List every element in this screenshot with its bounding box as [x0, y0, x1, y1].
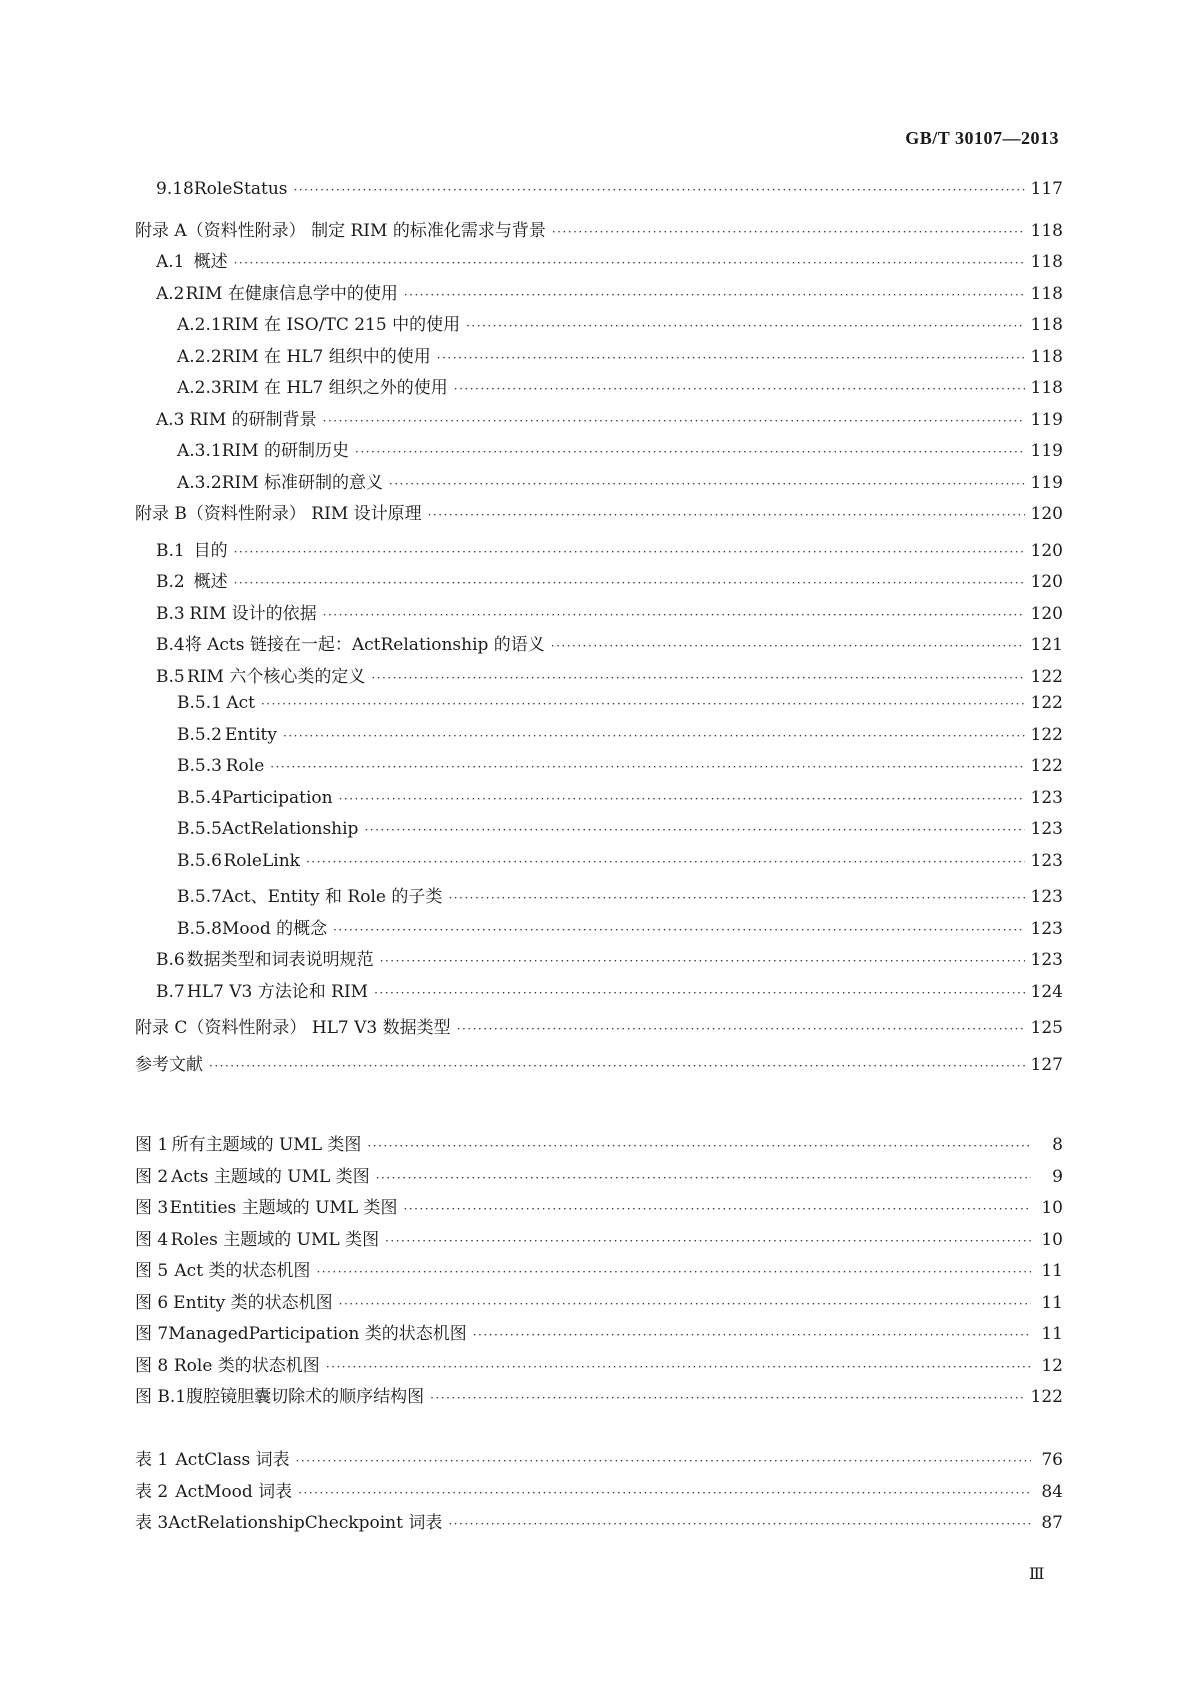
toc-entry-title: ManagedParticipation 类的状态机图 — [168, 1324, 467, 1344]
toc-entry-page: 8 — [1052, 1135, 1063, 1155]
toc-entry-number: 9.18 — [156, 179, 194, 199]
toc-entry-title: ActMood 词表 — [175, 1481, 293, 1502]
dot-leader — [306, 855, 1025, 869]
toc-entry[interactable] — [135, 279, 1063, 311]
dot-leader — [430, 1391, 1024, 1405]
dot-leader — [316, 1265, 1031, 1279]
toc-entry-title: Act、Entity 和 Role 的子类 — [221, 887, 443, 907]
dot-leader — [298, 1486, 1031, 1500]
toc-entry[interactable] — [135, 405, 1063, 437]
toc-entry[interactable] — [135, 216, 1063, 248]
toc-entry-number: B.1 — [156, 540, 185, 561]
toc-entry-number: A.3.1 — [177, 441, 222, 461]
toc-entry-page: 11 — [1041, 1292, 1063, 1313]
toc-entry[interactable] — [135, 756, 1063, 788]
toc-entry-number: A.3.2 — [177, 472, 222, 493]
toc-entry-page: 11 — [1041, 1324, 1063, 1344]
toc-entry-number: A.2.2 — [177, 346, 222, 367]
table-entry[interactable] — [135, 1508, 1063, 1540]
toc-entry-number: A.1 — [156, 252, 185, 272]
toc-entry-number: 图 B.1 — [135, 1387, 187, 1407]
toc-entry-page: 9 — [1052, 1166, 1063, 1187]
dot-leader — [339, 792, 1025, 806]
dot-leader — [552, 225, 1025, 239]
toc-entry-page: 118 — [1030, 346, 1063, 367]
table-entry[interactable] — [135, 1445, 1063, 1477]
toc-entry-page: 123 — [1030, 787, 1063, 808]
toc-entry-title: Participation — [221, 787, 333, 808]
toc-entry[interactable] — [135, 630, 1063, 662]
dot-leader — [380, 954, 1025, 968]
toc-entry-page: 124 — [1030, 981, 1063, 1002]
toc-entry-page: 121 — [1030, 635, 1063, 655]
dot-leader — [261, 697, 1025, 711]
toc-entry[interactable] — [135, 599, 1063, 631]
dot-leader — [437, 351, 1025, 365]
toc-entry-page: 122 — [1030, 666, 1063, 687]
toc-entry-title: Act 类的状态机图 — [174, 1261, 311, 1281]
toc-entry-number: B.5.7 — [177, 887, 222, 907]
toc-entry-page: 87 — [1041, 1513, 1063, 1533]
toc-entry-page: 120 — [1030, 540, 1063, 561]
toc-entry-title: Act — [226, 693, 255, 713]
toc-entry-title: ActRelationshipCheckpoint 词表 — [168, 1513, 443, 1533]
toc-entry[interactable] — [135, 342, 1063, 374]
toc-entry-page: 118 — [1030, 283, 1063, 304]
toc-entry-title: HL7 V3 方法论和 RIM — [186, 981, 369, 1002]
toc-entry-page: 122 — [1030, 1387, 1063, 1407]
toc-entry-page: 120 — [1030, 572, 1063, 592]
toc-entry[interactable] — [135, 977, 1063, 1014]
toc-entry-number: B.5.5 — [177, 819, 222, 839]
toc-entry-title: 目的 — [193, 540, 228, 561]
toc-entry-number: 图 8 — [135, 1355, 169, 1376]
toc-entry[interactable] — [135, 247, 1063, 279]
toc-entry-title: Acts 主题域的 UML 类图 — [171, 1166, 370, 1187]
toc-entry[interactable] — [135, 819, 1063, 851]
toc-entry-title: 参考文献 — [135, 1054, 203, 1075]
standard-number: GB/T 30107—2013 — [905, 128, 1059, 148]
dot-leader — [333, 923, 1024, 937]
dot-leader — [283, 729, 1025, 743]
figure-entry[interactable] — [135, 1162, 1063, 1194]
toc-entry[interactable] — [135, 499, 1063, 536]
toc-entry[interactable] — [135, 468, 1063, 500]
toc-entry-number: 表 3 — [135, 1513, 169, 1533]
toc-entry-title: 附录 B（资料性附录） RIM 设计原理 — [135, 504, 422, 524]
toc-entry-title: 概述 — [193, 572, 228, 592]
dot-leader — [466, 319, 1024, 333]
page-folio: Ⅲ — [1029, 1566, 1045, 1583]
toc-entry[interactable] — [135, 662, 1063, 694]
toc-entry-number: B.6 — [156, 950, 185, 970]
toc-entry-page: 127 — [1030, 1054, 1063, 1075]
toc-entry-number: B.5 — [156, 666, 185, 687]
dot-leader — [457, 1022, 1025, 1036]
toc-entry-number: 图 7 — [135, 1324, 169, 1344]
toc-entry-number: 表 1 — [135, 1450, 169, 1470]
toc-entry-page: 123 — [1030, 850, 1063, 871]
toc-entry-page: 117 — [1030, 179, 1063, 199]
dot-leader — [367, 1139, 1031, 1153]
toc-entry-title: 数据类型和词表说明规范 — [186, 950, 374, 970]
toc-entry-number: B.5.8 — [177, 918, 222, 939]
toc-entry-title: Entities 主题域的 UML 类图 — [169, 1198, 398, 1218]
toc-entry-number: A.2.3 — [177, 378, 222, 398]
toc-entry-page: 10 — [1041, 1229, 1063, 1250]
toc-entry[interactable] — [135, 851, 1063, 883]
dot-leader — [270, 760, 1024, 774]
toc-entry-page: 125 — [1030, 1018, 1063, 1038]
toc-entry-page: 120 — [1030, 603, 1063, 624]
toc-entry-number: B.5.1 — [177, 693, 222, 713]
toc-entry-title: ActClass 词表 — [175, 1450, 290, 1470]
dot-leader — [404, 1202, 1031, 1216]
dot-leader — [323, 414, 1025, 428]
toc-entry-title: RIM 的研制背景 — [189, 409, 317, 430]
toc-entry[interactable] — [135, 882, 1063, 914]
figure-entry[interactable] — [135, 1319, 1063, 1351]
dot-leader — [376, 1171, 1031, 1185]
table-entry[interactable] — [135, 1477, 1063, 1509]
figure-entry[interactable] — [135, 1130, 1063, 1162]
dot-leader — [364, 823, 1024, 837]
toc-entry-title: RoleStatus — [193, 179, 288, 199]
toc-entry-number: 图 1 — [135, 1135, 169, 1155]
toc-entry-title: RIM 在 HL7 组织之外的使用 — [221, 378, 448, 398]
toc-entry-page: 118 — [1030, 252, 1063, 272]
dot-leader — [326, 1360, 1031, 1374]
toc-entry-number: B.4 — [156, 635, 185, 655]
toc-entry-page: 123 — [1030, 819, 1063, 839]
dot-leader — [404, 288, 1025, 302]
toc-entry-page: 123 — [1030, 887, 1063, 907]
figure-entry[interactable] — [135, 1193, 1063, 1225]
toc-entry-title: RIM 设计的依据 — [189, 603, 317, 624]
dot-leader — [385, 1234, 1031, 1248]
toc-entry-number: B.3 — [156, 603, 185, 624]
toc-entry[interactable] — [135, 1013, 1063, 1050]
dot-leader — [448, 891, 1024, 905]
toc-entry-title: RIM 六个核心类的定义 — [187, 666, 366, 687]
toc-entry-title: Mood 的概念 — [221, 918, 328, 939]
toc-entry[interactable] — [135, 914, 1063, 946]
toc-entry-page: 122 — [1030, 724, 1063, 745]
dot-leader — [339, 1297, 1031, 1311]
toc-entry-title: Entity 类的状态机图 — [173, 1292, 333, 1313]
toc-entry-number: B.5.4 — [177, 787, 222, 808]
toc-entry-number: B.7 — [156, 981, 185, 1002]
dot-leader — [371, 671, 1024, 685]
table-list — [135, 1445, 1063, 1540]
figure-entry[interactable] — [135, 1351, 1063, 1383]
toc-entry[interactable] — [135, 788, 1063, 820]
toc-entry-title: Entity — [224, 724, 277, 745]
toc-entry[interactable] — [135, 693, 1063, 725]
dot-leader — [323, 608, 1025, 622]
toc-main-list — [135, 179, 1063, 1081]
toc-entry-title: RIM 在 HL7 组织中的使用 — [221, 346, 431, 367]
toc-entry-page: 12 — [1041, 1355, 1063, 1376]
toc-entry-title: Roles 主题域的 UML 类图 — [170, 1229, 380, 1250]
dot-leader — [234, 545, 1025, 559]
dot-leader — [294, 183, 1025, 197]
figure-list — [135, 1130, 1063, 1414]
dot-leader — [234, 576, 1025, 590]
toc-entry-title: RIM 标准研制的意义 — [221, 472, 384, 493]
toc-entry-number: A.2 — [156, 283, 185, 304]
toc-entry-page: 123 — [1030, 950, 1063, 970]
dot-leader — [234, 256, 1025, 270]
toc-entry-page: 123 — [1030, 918, 1063, 939]
toc-entry-title: Role 类的状态机图 — [173, 1355, 320, 1376]
toc-entry[interactable] — [135, 373, 1063, 405]
figure-entry[interactable] — [135, 1256, 1063, 1288]
toc-entry-number: 图 4 — [135, 1229, 169, 1250]
toc-entry-number: A.3 — [156, 409, 185, 430]
toc-entry-title: RIM 在 ISO/TC 215 中的使用 — [221, 315, 461, 335]
toc-entry-number: B.5.2 — [177, 724, 222, 745]
dot-leader — [355, 445, 1025, 459]
figure-entry[interactable] — [135, 1382, 1063, 1414]
toc-entry-number: 图 2 — [135, 1166, 169, 1187]
toc-entry-page: 119 — [1030, 472, 1063, 493]
toc-entry-title: 概述 — [193, 252, 228, 272]
toc-entry[interactable] — [135, 179, 1063, 216]
toc-entry-page: 122 — [1030, 756, 1063, 776]
toc-entry-page: 84 — [1041, 1481, 1063, 1502]
toc-entry-page: 119 — [1030, 441, 1063, 461]
toc-entry-page: 118 — [1030, 378, 1063, 398]
toc-entry-page: 119 — [1030, 409, 1063, 430]
toc-entry-title: 附录 A（资料性附录） 制定 RIM 的标准化需求与背景 — [135, 220, 546, 241]
toc-entry-title: 腹腔镜胆囊切除术的顺序结构图 — [186, 1387, 425, 1407]
toc-entry-number: B.5.6 — [177, 850, 222, 871]
toc-entry-number: B.2 — [156, 572, 185, 592]
toc-entry-number: 图 6 — [135, 1292, 169, 1313]
toc-entry-title: RIM 的研制历史 — [221, 441, 350, 461]
figure-entry[interactable] — [135, 1288, 1063, 1320]
dot-leader — [428, 508, 1025, 522]
toc-entry-page: 11 — [1041, 1261, 1063, 1281]
toc-entry[interactable] — [135, 310, 1063, 342]
toc-entry[interactable] — [135, 725, 1063, 757]
toc-entry-title: 将 Acts 链接在一起：ActRelationship 的语义 — [184, 635, 545, 655]
toc-entry-number: B.5.3 — [177, 756, 222, 776]
dot-leader — [296, 1454, 1031, 1468]
toc-entry-number: 表 2 — [135, 1481, 169, 1502]
toc-entry[interactable] — [135, 536, 1063, 568]
dot-leader — [473, 1328, 1031, 1342]
toc-entry-page: 118 — [1030, 315, 1063, 335]
toc-entry-number: 图 5 — [135, 1261, 169, 1281]
dot-leader — [374, 986, 1024, 1000]
toc-entry-page: 122 — [1030, 693, 1063, 713]
toc-entry[interactable] — [135, 567, 1063, 599]
toc-entry[interactable] — [135, 1050, 1063, 1082]
dot-leader — [389, 477, 1025, 491]
dot-leader — [454, 382, 1025, 396]
toc-entry-page: 76 — [1041, 1450, 1063, 1470]
figure-entry[interactable] — [135, 1225, 1063, 1257]
toc-entry-page: 118 — [1030, 220, 1063, 241]
dot-leader — [448, 1517, 1031, 1531]
toc-entry-title: Role — [225, 756, 265, 776]
toc-entry-number: A.2.1 — [177, 315, 222, 335]
toc-entry-page: 120 — [1030, 504, 1063, 524]
toc-entry-title: 附录 C（资料性附录） HL7 V3 数据类型 — [135, 1018, 451, 1038]
toc-entry-title: 所有主题域的 UML 类图 — [171, 1135, 362, 1155]
toc-entry-title: ActRelationship — [221, 819, 359, 839]
toc-entry-page: 10 — [1041, 1198, 1063, 1218]
dot-leader — [209, 1059, 1025, 1073]
toc-entry[interactable] — [135, 436, 1063, 468]
toc-entry-title: RIM 在健康信息学中的使用 — [185, 283, 398, 304]
toc-entry-number: 图 3 — [135, 1198, 169, 1218]
toc-entry-title: RoleLink — [223, 850, 300, 871]
toc-entry[interactable] — [135, 945, 1063, 977]
dot-leader — [551, 639, 1025, 653]
